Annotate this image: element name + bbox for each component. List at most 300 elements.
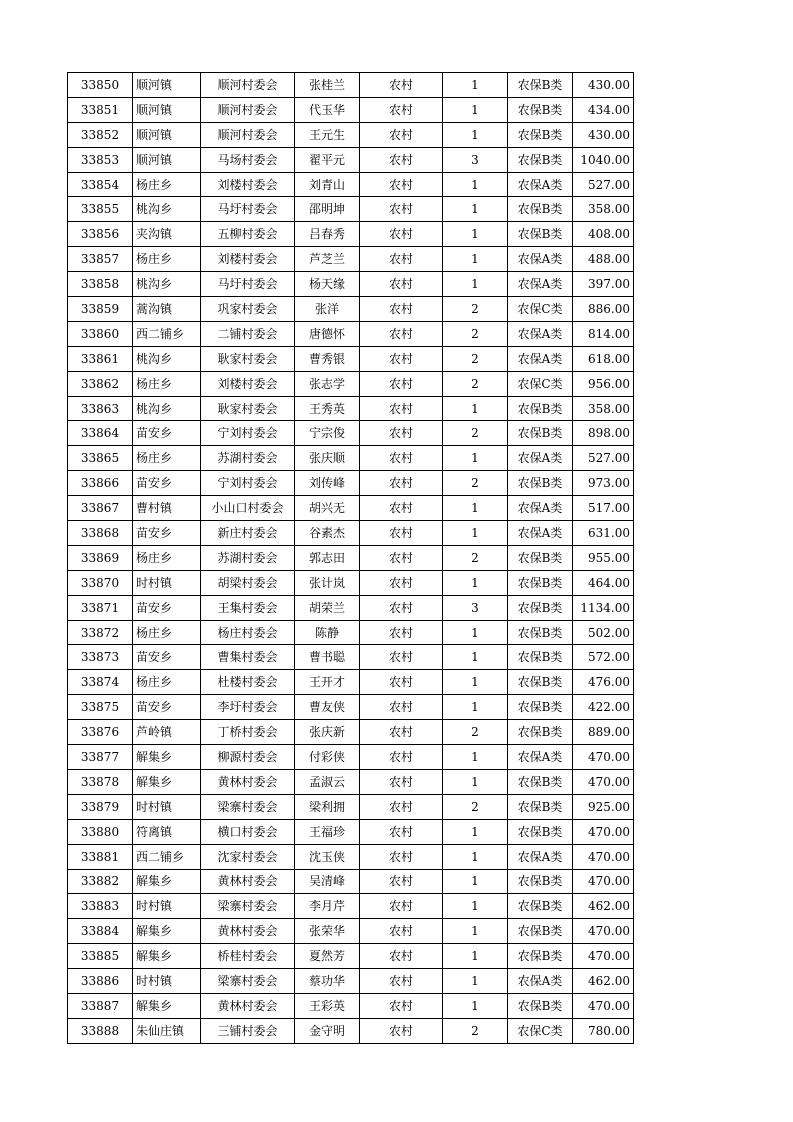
person-name-cell: 代玉华 <box>295 97 360 122</box>
table-row <box>68 794 634 819</box>
insurance-category-cell: 农保B类 <box>508 620 573 645</box>
insurance-category-cell: 农保A类 <box>508 247 573 272</box>
person-name-cell: 曹书聪 <box>295 645 360 670</box>
village-committee-cell: 胡梁村委会 <box>201 570 295 595</box>
insurance-category-cell: 农保B类 <box>508 944 573 969</box>
record-id-cell: 33852 <box>68 122 133 147</box>
person-name-cell: 王福珍 <box>295 819 360 844</box>
amount-cell: 1134.00 <box>573 595 634 620</box>
record-id-cell: 33880 <box>68 819 133 844</box>
insurance-category-cell: 农保B类 <box>508 147 573 172</box>
insurance-category-cell: 农保A类 <box>508 844 573 869</box>
village-committee-cell: 桥桂村委会 <box>201 944 295 969</box>
area-type-cell: 农村 <box>360 919 443 944</box>
person-name-cell: 曹秀银 <box>295 346 360 371</box>
household-count-cell: 1 <box>443 496 508 521</box>
table-row <box>68 496 634 521</box>
village-committee-cell: 柳源村委会 <box>201 745 295 770</box>
area-type-cell: 农村 <box>360 670 443 695</box>
amount-cell: 470.00 <box>573 745 634 770</box>
village-committee-cell: 丁桥村委会 <box>201 720 295 745</box>
table-row <box>68 769 634 794</box>
person-name-cell: 梁利拥 <box>295 794 360 819</box>
insurance-category-cell: 农保A类 <box>508 272 573 297</box>
area-type-cell: 农村 <box>360 297 443 322</box>
insurance-category-cell: 农保B类 <box>508 97 573 122</box>
town-cell: 杨庄乡 <box>133 446 201 471</box>
amount-cell: 631.00 <box>573 521 634 546</box>
household-count-cell: 1 <box>443 396 508 421</box>
area-type-cell: 农村 <box>360 222 443 247</box>
town-cell: 顺河镇 <box>133 122 201 147</box>
household-count-cell: 1 <box>443 247 508 272</box>
person-name-cell: 邵明坤 <box>295 197 360 222</box>
person-name-cell: 王开才 <box>295 670 360 695</box>
area-type-cell: 农村 <box>360 446 443 471</box>
household-count-cell: 1 <box>443 819 508 844</box>
village-committee-cell: 杜楼村委会 <box>201 670 295 695</box>
record-id-cell: 33887 <box>68 993 133 1018</box>
village-committee-cell: 黄林村委会 <box>201 769 295 794</box>
person-name-cell: 沈玉侠 <box>295 844 360 869</box>
amount-cell: 358.00 <box>573 396 634 421</box>
table-row <box>68 222 634 247</box>
town-cell: 桃沟乡 <box>133 272 201 297</box>
household-count-cell: 1 <box>443 620 508 645</box>
town-cell: 桃沟乡 <box>133 197 201 222</box>
person-name-cell: 刘传峰 <box>295 471 360 496</box>
insurance-category-cell: 农保B类 <box>508 73 573 98</box>
village-committee-cell: 马场村委会 <box>201 147 295 172</box>
record-id-cell: 33850 <box>68 73 133 98</box>
table-row <box>68 147 634 172</box>
person-name-cell: 王彩英 <box>295 993 360 1018</box>
town-cell: 苗安乡 <box>133 595 201 620</box>
insurance-category-cell: 农保A类 <box>508 321 573 346</box>
village-committee-cell: 梁寨村委会 <box>201 894 295 919</box>
village-committee-cell: 小山口村委会 <box>201 496 295 521</box>
insurance-category-cell: 农保B类 <box>508 595 573 620</box>
amount-cell: 470.00 <box>573 819 634 844</box>
town-cell: 顺河镇 <box>133 73 201 98</box>
town-cell: 杨庄乡 <box>133 620 201 645</box>
village-committee-cell: 李圩村委会 <box>201 695 295 720</box>
table-row <box>68 695 634 720</box>
person-name-cell: 张计岚 <box>295 570 360 595</box>
town-cell: 杨庄乡 <box>133 545 201 570</box>
area-type-cell: 农村 <box>360 769 443 794</box>
area-type-cell: 农村 <box>360 695 443 720</box>
record-id-cell: 33858 <box>68 272 133 297</box>
village-committee-cell: 宁刘村委会 <box>201 421 295 446</box>
village-committee-cell: 耿家村委会 <box>201 396 295 421</box>
village-committee-cell: 黄林村委会 <box>201 919 295 944</box>
town-cell: 杨庄乡 <box>133 172 201 197</box>
insurance-category-cell: 农保C类 <box>508 1018 573 1043</box>
amount-cell: 464.00 <box>573 570 634 595</box>
insurance-category-cell: 农保B类 <box>508 471 573 496</box>
table-row <box>68 844 634 869</box>
insurance-category-cell: 农保A类 <box>508 346 573 371</box>
area-type-cell: 农村 <box>360 894 443 919</box>
table-row <box>68 346 634 371</box>
person-name-cell: 吴清峰 <box>295 869 360 894</box>
table-row <box>68 396 634 421</box>
household-count-cell: 1 <box>443 745 508 770</box>
area-type-cell: 农村 <box>360 147 443 172</box>
village-committee-cell: 杨庄村委会 <box>201 620 295 645</box>
insurance-category-cell: 农保A类 <box>508 446 573 471</box>
insurance-category-cell: 农保B类 <box>508 869 573 894</box>
table-row <box>68 371 634 396</box>
area-type-cell: 农村 <box>360 272 443 297</box>
amount-cell: 408.00 <box>573 222 634 247</box>
household-count-cell: 1 <box>443 670 508 695</box>
village-committee-cell: 马圩村委会 <box>201 272 295 297</box>
insurance-category-cell: 农保B类 <box>508 222 573 247</box>
area-type-cell: 农村 <box>360 73 443 98</box>
town-cell: 西二铺乡 <box>133 844 201 869</box>
town-cell: 西二铺乡 <box>133 321 201 346</box>
town-cell: 杨庄乡 <box>133 670 201 695</box>
person-name-cell: 宁宗俊 <box>295 421 360 446</box>
amount-cell: 1040.00 <box>573 147 634 172</box>
area-type-cell: 农村 <box>360 122 443 147</box>
person-name-cell: 吕春秀 <box>295 222 360 247</box>
area-type-cell: 农村 <box>360 321 443 346</box>
record-id-cell: 33866 <box>68 471 133 496</box>
amount-cell: 430.00 <box>573 122 634 147</box>
table-row <box>68 869 634 894</box>
village-committee-cell: 三铺村委会 <box>201 1018 295 1043</box>
table-row <box>68 819 634 844</box>
household-count-cell: 1 <box>443 97 508 122</box>
amount-cell: 618.00 <box>573 346 634 371</box>
amount-cell: 527.00 <box>573 446 634 471</box>
town-cell: 解集乡 <box>133 944 201 969</box>
household-count-cell: 1 <box>443 993 508 1018</box>
town-cell: 时村镇 <box>133 794 201 819</box>
village-committee-cell: 横口村委会 <box>201 819 295 844</box>
town-cell: 芦岭镇 <box>133 720 201 745</box>
table-row <box>68 122 634 147</box>
village-committee-cell: 马圩村委会 <box>201 197 295 222</box>
area-type-cell: 农村 <box>360 197 443 222</box>
record-id-cell: 33882 <box>68 869 133 894</box>
village-committee-cell: 二铺村委会 <box>201 321 295 346</box>
table-row <box>68 446 634 471</box>
village-committee-cell: 苏湖村委会 <box>201 446 295 471</box>
table-row <box>68 670 634 695</box>
person-name-cell: 陈静 <box>295 620 360 645</box>
village-committee-cell: 耿家村委会 <box>201 346 295 371</box>
household-count-cell: 1 <box>443 570 508 595</box>
person-name-cell: 刘青山 <box>295 172 360 197</box>
village-committee-cell: 五柳村委会 <box>201 222 295 247</box>
record-id-cell: 33881 <box>68 844 133 869</box>
household-count-cell: 2 <box>443 720 508 745</box>
record-id-cell: 33888 <box>68 1018 133 1043</box>
amount-cell: 462.00 <box>573 894 634 919</box>
record-id-cell: 33854 <box>68 172 133 197</box>
record-id-cell: 33851 <box>68 97 133 122</box>
town-cell: 顺河镇 <box>133 147 201 172</box>
insurance-category-cell: 农保B类 <box>508 993 573 1018</box>
insurance-category-cell: 农保B类 <box>508 197 573 222</box>
record-id-cell: 33874 <box>68 670 133 695</box>
record-id-cell: 33870 <box>68 570 133 595</box>
insurance-category-cell: 农保B类 <box>508 720 573 745</box>
record-id-cell: 33865 <box>68 446 133 471</box>
record-id-cell: 33868 <box>68 521 133 546</box>
amount-cell: 517.00 <box>573 496 634 521</box>
household-count-cell: 2 <box>443 421 508 446</box>
area-type-cell: 农村 <box>360 247 443 272</box>
household-count-cell: 1 <box>443 869 508 894</box>
person-name-cell: 金守明 <box>295 1018 360 1043</box>
person-name-cell: 张桂兰 <box>295 73 360 98</box>
person-name-cell: 张庆顺 <box>295 446 360 471</box>
insurance-category-cell: 农保B类 <box>508 769 573 794</box>
insurance-category-cell: 农保B类 <box>508 670 573 695</box>
area-type-cell: 农村 <box>360 819 443 844</box>
amount-cell: 886.00 <box>573 297 634 322</box>
household-count-cell: 1 <box>443 695 508 720</box>
town-cell: 时村镇 <box>133 894 201 919</box>
village-committee-cell: 刘楼村委会 <box>201 371 295 396</box>
record-id-cell: 33862 <box>68 371 133 396</box>
amount-cell: 462.00 <box>573 969 634 994</box>
area-type-cell: 农村 <box>360 1018 443 1043</box>
town-cell: 蒿沟镇 <box>133 297 201 322</box>
record-id-cell: 33861 <box>68 346 133 371</box>
insurance-category-cell: 农保A类 <box>508 521 573 546</box>
household-count-cell: 2 <box>443 545 508 570</box>
insurance-category-cell: 农保B类 <box>508 894 573 919</box>
person-name-cell: 胡兴无 <box>295 496 360 521</box>
record-id-cell: 33869 <box>68 545 133 570</box>
table-row <box>68 197 634 222</box>
person-name-cell: 翟平元 <box>295 147 360 172</box>
table-row <box>68 471 634 496</box>
table-row <box>68 172 634 197</box>
village-committee-cell: 顺河村委会 <box>201 97 295 122</box>
town-cell: 杨庄乡 <box>133 371 201 396</box>
table-row <box>68 570 634 595</box>
town-cell: 桃沟乡 <box>133 346 201 371</box>
village-committee-cell: 王集村委会 <box>201 595 295 620</box>
household-count-cell: 1 <box>443 197 508 222</box>
area-type-cell: 农村 <box>360 97 443 122</box>
insurance-category-cell: 农保B类 <box>508 645 573 670</box>
person-name-cell: 张庆新 <box>295 720 360 745</box>
table-row <box>68 97 634 122</box>
table-row <box>68 247 634 272</box>
record-id-cell: 33860 <box>68 321 133 346</box>
record-id-cell: 33855 <box>68 197 133 222</box>
area-type-cell: 农村 <box>360 645 443 670</box>
village-committee-cell: 苏湖村委会 <box>201 545 295 570</box>
record-id-cell: 33871 <box>68 595 133 620</box>
area-type-cell: 农村 <box>360 346 443 371</box>
table-row <box>68 944 634 969</box>
town-cell: 符离镇 <box>133 819 201 844</box>
insurance-category-cell: 农保A类 <box>508 496 573 521</box>
town-cell: 曹村镇 <box>133 496 201 521</box>
table-row <box>68 919 634 944</box>
record-id-cell: 33859 <box>68 297 133 322</box>
record-id-cell: 33883 <box>68 894 133 919</box>
village-committee-cell: 刘楼村委会 <box>201 172 295 197</box>
table-row <box>68 993 634 1018</box>
town-cell: 时村镇 <box>133 570 201 595</box>
table-row <box>68 720 634 745</box>
person-name-cell: 夏然芳 <box>295 944 360 969</box>
table-row <box>68 421 634 446</box>
area-type-cell: 农村 <box>360 720 443 745</box>
person-name-cell: 张荣华 <box>295 919 360 944</box>
village-committee-cell: 新庄村委会 <box>201 521 295 546</box>
area-type-cell: 农村 <box>360 745 443 770</box>
area-type-cell: 农村 <box>360 620 443 645</box>
person-name-cell: 张志学 <box>295 371 360 396</box>
person-name-cell: 蔡功华 <box>295 969 360 994</box>
household-count-cell: 1 <box>443 172 508 197</box>
household-count-cell: 1 <box>443 645 508 670</box>
town-cell: 苗安乡 <box>133 471 201 496</box>
insurance-category-cell: 农保B类 <box>508 570 573 595</box>
table-row <box>68 894 634 919</box>
amount-cell: 476.00 <box>573 670 634 695</box>
amount-cell: 470.00 <box>573 919 634 944</box>
records-table <box>67 72 634 1044</box>
amount-cell: 572.00 <box>573 645 634 670</box>
amount-cell: 470.00 <box>573 993 634 1018</box>
table-row <box>68 297 634 322</box>
person-name-cell: 付彩侠 <box>295 745 360 770</box>
area-type-cell: 农村 <box>360 570 443 595</box>
insurance-category-cell: 农保B类 <box>508 396 573 421</box>
town-cell: 苗安乡 <box>133 521 201 546</box>
table-row <box>68 645 634 670</box>
person-name-cell: 唐德怀 <box>295 321 360 346</box>
record-id-cell: 33872 <box>68 620 133 645</box>
area-type-cell: 农村 <box>360 521 443 546</box>
household-count-cell: 1 <box>443 122 508 147</box>
record-id-cell: 33864 <box>68 421 133 446</box>
insurance-category-cell: 农保B类 <box>508 421 573 446</box>
town-cell: 顺河镇 <box>133 97 201 122</box>
table-row <box>68 545 634 570</box>
town-cell: 苗安乡 <box>133 695 201 720</box>
village-committee-cell: 梁寨村委会 <box>201 969 295 994</box>
area-type-cell: 农村 <box>360 969 443 994</box>
insurance-category-cell: 农保B类 <box>508 819 573 844</box>
amount-cell: 973.00 <box>573 471 634 496</box>
area-type-cell: 农村 <box>360 595 443 620</box>
record-id-cell: 33863 <box>68 396 133 421</box>
person-name-cell: 郭志田 <box>295 545 360 570</box>
insurance-category-cell: 农保B类 <box>508 919 573 944</box>
amount-cell: 502.00 <box>573 620 634 645</box>
amount-cell: 956.00 <box>573 371 634 396</box>
insurance-category-cell: 农保A类 <box>508 969 573 994</box>
area-type-cell: 农村 <box>360 794 443 819</box>
person-name-cell: 王元生 <box>295 122 360 147</box>
amount-cell: 814.00 <box>573 321 634 346</box>
village-committee-cell: 黄林村委会 <box>201 869 295 894</box>
record-id-cell: 33886 <box>68 969 133 994</box>
insurance-category-cell: 农保B类 <box>508 545 573 570</box>
record-id-cell: 33877 <box>68 745 133 770</box>
area-type-cell: 农村 <box>360 844 443 869</box>
insurance-category-cell: 农保B类 <box>508 122 573 147</box>
amount-cell: 898.00 <box>573 421 634 446</box>
record-id-cell: 33884 <box>68 919 133 944</box>
household-count-cell: 2 <box>443 471 508 496</box>
village-committee-cell: 顺河村委会 <box>201 73 295 98</box>
insurance-category-cell: 农保A类 <box>508 172 573 197</box>
amount-cell: 470.00 <box>573 844 634 869</box>
town-cell: 桃沟乡 <box>133 396 201 421</box>
person-name-cell: 孟淑云 <box>295 769 360 794</box>
household-count-cell: 2 <box>443 794 508 819</box>
household-count-cell: 1 <box>443 919 508 944</box>
record-id-cell: 33873 <box>68 645 133 670</box>
table-row <box>68 272 634 297</box>
village-committee-cell: 巩家村委会 <box>201 297 295 322</box>
insurance-category-cell: 农保B类 <box>508 695 573 720</box>
household-count-cell: 1 <box>443 521 508 546</box>
person-name-cell: 杨天缘 <box>295 272 360 297</box>
amount-cell: 470.00 <box>573 944 634 969</box>
household-count-cell: 2 <box>443 1018 508 1043</box>
household-count-cell: 2 <box>443 371 508 396</box>
town-cell: 解集乡 <box>133 993 201 1018</box>
village-committee-cell: 黄林村委会 <box>201 993 295 1018</box>
town-cell: 杨庄乡 <box>133 247 201 272</box>
table-row <box>68 595 634 620</box>
insurance-category-cell: 农保B类 <box>508 794 573 819</box>
person-name-cell: 谷素杰 <box>295 521 360 546</box>
town-cell: 时村镇 <box>133 969 201 994</box>
insurance-category-cell: 农保C类 <box>508 371 573 396</box>
amount-cell: 470.00 <box>573 769 634 794</box>
area-type-cell: 农村 <box>360 471 443 496</box>
household-count-cell: 1 <box>443 769 508 794</box>
area-type-cell: 农村 <box>360 172 443 197</box>
village-committee-cell: 顺河村委会 <box>201 122 295 147</box>
household-count-cell: 1 <box>443 944 508 969</box>
record-id-cell: 33885 <box>68 944 133 969</box>
household-count-cell: 1 <box>443 73 508 98</box>
records-table-body <box>68 73 634 1044</box>
household-count-cell: 1 <box>443 894 508 919</box>
household-count-cell: 1 <box>443 969 508 994</box>
town-cell: 苗安乡 <box>133 645 201 670</box>
town-cell: 夹沟镇 <box>133 222 201 247</box>
insurance-category-cell: 农保C类 <box>508 297 573 322</box>
area-type-cell: 农村 <box>360 993 443 1018</box>
table-row <box>68 1018 634 1043</box>
town-cell: 解集乡 <box>133 769 201 794</box>
person-name-cell: 胡荣兰 <box>295 595 360 620</box>
record-id-cell: 33857 <box>68 247 133 272</box>
village-committee-cell: 曹集村委会 <box>201 645 295 670</box>
person-name-cell: 李月芹 <box>295 894 360 919</box>
insurance-category-cell: 农保A类 <box>508 745 573 770</box>
household-count-cell: 2 <box>443 346 508 371</box>
